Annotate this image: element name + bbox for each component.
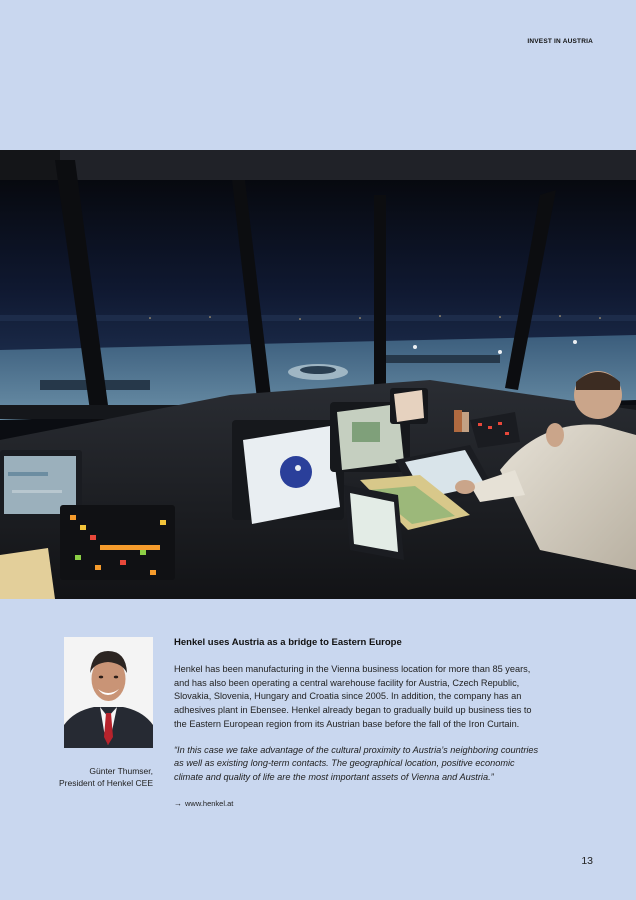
person-portrait-photo-icon	[64, 637, 153, 748]
caption-title: President of Henkel CEE	[58, 778, 153, 788]
air-traffic-control-tower-photo-icon	[0, 150, 636, 599]
article-headline: Henkel uses Austria as a bridge to Eastern Europe	[174, 637, 402, 648]
portrait-caption	[40, 765, 153, 789]
article-paragraph: Henkel has been manufacturing in the Vienna business location for more than 85 years, and has also been operating a central warehouse facility for Austria, Czech Republic, Slovakia, Slovenia, Hungary and Croatia since 2005. In addition, the company has an adhesives plant in Ebensee. Henkel already began to gradually build up business ties to the Eastern European region from its Austrian base before the fall of the Iron Curtain.	[174, 664, 532, 729]
website-link-text[interactable]: www.henkel.at	[185, 798, 234, 808]
caption-name: Günter Thumser,	[89, 766, 153, 776]
section-label: INVEST IN AUSTRIA	[527, 38, 593, 45]
page-number: 13	[581, 855, 593, 867]
article-quote: “In this case we take advantage of the cultural proximity to Austria’s neighboring countries as well as existing long-term contacts. The geographical location, positive economic climate and quality of life are the most important assets of Vienna and Austria.”	[174, 744, 539, 782]
portrait-photo	[64, 637, 153, 748]
website-link[interactable]	[174, 799, 546, 808]
article	[174, 637, 546, 808]
arrow-right-icon: →	[174, 798, 182, 808]
control-tower-photo	[0, 150, 636, 599]
